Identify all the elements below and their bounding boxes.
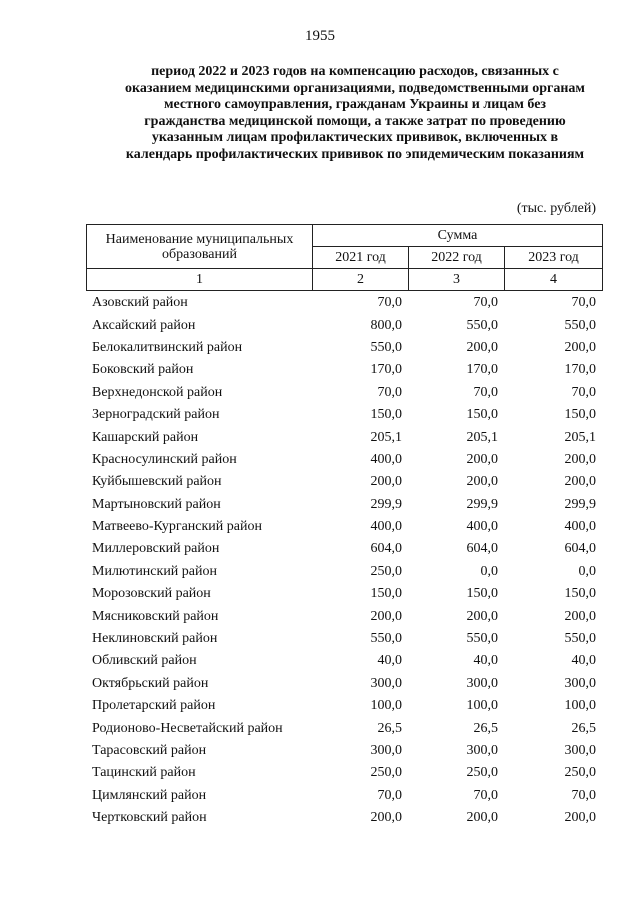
value-2022: 70,0 bbox=[473, 384, 498, 400]
document-title bbox=[70, 64, 640, 164]
value-2022: 400,0 bbox=[466, 519, 498, 535]
value-2022: 205,1 bbox=[466, 429, 498, 445]
value-2021: 200,0 bbox=[370, 810, 402, 826]
value-2022: 200,0 bbox=[466, 339, 498, 355]
district-name: Октябрьский район bbox=[92, 675, 209, 691]
district-name: Морозовский район bbox=[92, 586, 211, 602]
page-number: 1955 bbox=[305, 28, 335, 44]
district-name: Боковский район bbox=[92, 362, 194, 378]
table-row bbox=[86, 561, 602, 583]
value-2022: 200,0 bbox=[466, 608, 498, 624]
table-row bbox=[86, 494, 602, 516]
value-2022: 200,0 bbox=[466, 810, 498, 826]
table-row bbox=[86, 628, 602, 650]
table-row bbox=[86, 717, 602, 739]
value-2023: 200,0 bbox=[564, 810, 596, 826]
value-2023: 604,0 bbox=[564, 541, 596, 557]
table-row bbox=[86, 382, 602, 404]
value-2023: 300,0 bbox=[564, 675, 596, 691]
value-2022: 300,0 bbox=[466, 743, 498, 758]
district-name: Родионово-Несветайский район bbox=[92, 720, 283, 736]
table-row bbox=[86, 583, 602, 605]
district-name: Белокалитвинский район bbox=[92, 339, 243, 355]
value-2023: 550,0 bbox=[564, 631, 596, 647]
district-name: Тацинский район bbox=[92, 765, 196, 781]
column-number: 1 bbox=[87, 269, 313, 291]
value-2023: 300,0 bbox=[564, 743, 596, 758]
value-2022: 150,0 bbox=[466, 407, 498, 423]
district-name: Цимлянский район bbox=[92, 787, 207, 803]
value-2021: 100,0 bbox=[370, 698, 402, 714]
value-2023: 550,0 bbox=[564, 317, 596, 333]
column-number: 3 bbox=[409, 269, 505, 291]
value-2023: 200,0 bbox=[564, 451, 596, 467]
table-row bbox=[86, 337, 602, 359]
table-row bbox=[86, 762, 602, 784]
district-name: Мясниковский район bbox=[92, 608, 219, 624]
value-2021: 300,0 bbox=[370, 743, 402, 758]
value-2023: 70,0 bbox=[571, 295, 596, 311]
year-header-2022: 2022 год bbox=[409, 247, 505, 269]
value-2022: 300,0 bbox=[466, 675, 498, 691]
title-line: период 2022 и 2023 годов на компенсацию расходов, связанных с bbox=[151, 64, 559, 79]
district-name: Красносулинский район bbox=[92, 451, 237, 467]
district-name: Миллеровский район bbox=[92, 541, 220, 557]
table-row bbox=[86, 471, 602, 493]
value-2021: 70,0 bbox=[377, 787, 402, 803]
sum-column-header: Сумма bbox=[313, 225, 603, 247]
table-row bbox=[86, 605, 602, 627]
district-name: Пролетарский район bbox=[92, 698, 216, 714]
value-2023: 40,0 bbox=[571, 653, 596, 669]
table-row bbox=[86, 449, 602, 471]
title-line: местного самоуправления, гражданам Украины и лицам без bbox=[163, 97, 547, 113]
title-line: указанным лицам профилактических прививок, включенных в bbox=[151, 130, 559, 146]
table-row bbox=[86, 807, 602, 829]
value-2022: 550,0 bbox=[466, 317, 498, 333]
value-2021: 550,0 bbox=[370, 339, 402, 355]
table-row bbox=[86, 426, 602, 448]
value-2021: 250,0 bbox=[370, 765, 402, 781]
value-2023: 250,0 bbox=[564, 765, 596, 781]
table-row bbox=[86, 292, 602, 314]
name-column-header: Наименование муниципальных образований bbox=[87, 225, 313, 269]
value-2023: 200,0 bbox=[564, 608, 596, 624]
value-2023: 70,0 bbox=[571, 384, 596, 400]
table-row bbox=[86, 740, 602, 762]
title-line: гражданства медицинской помощи, а также затрат по проведению bbox=[144, 113, 566, 129]
value-2022: 200,0 bbox=[466, 474, 498, 490]
value-2021: 250,0 bbox=[370, 563, 402, 579]
value-2022: 550,0 bbox=[466, 631, 498, 647]
value-2021: 400,0 bbox=[370, 451, 402, 467]
value-2022: 299,9 bbox=[466, 496, 498, 512]
table-body bbox=[86, 292, 602, 829]
district-name: Верхнедонской район bbox=[92, 384, 223, 400]
value-2021: 400,0 bbox=[370, 519, 402, 535]
district-name: Кашарский район bbox=[92, 429, 199, 445]
table-row bbox=[86, 314, 602, 336]
value-2023: 200,0 bbox=[564, 339, 596, 355]
value-2022: 70,0 bbox=[473, 787, 498, 803]
district-name: Тарасовский район bbox=[92, 743, 207, 758]
value-2021: 300,0 bbox=[370, 675, 402, 691]
value-2023: 299,9 bbox=[564, 496, 596, 512]
column-number: 4 bbox=[505, 269, 603, 291]
value-2022: 604,0 bbox=[466, 541, 498, 557]
value-2021: 40,0 bbox=[377, 653, 402, 669]
value-2021: 200,0 bbox=[370, 474, 402, 490]
value-2021: 150,0 bbox=[370, 586, 402, 602]
value-2021: 604,0 bbox=[370, 541, 402, 557]
unit-label: (тыс. рублей) bbox=[516, 201, 596, 216]
table-header bbox=[86, 224, 603, 291]
value-2021: 299,9 bbox=[370, 496, 402, 512]
value-2023: 200,0 bbox=[564, 474, 596, 490]
value-2023: 150,0 bbox=[564, 586, 596, 602]
district-name: Милютинский район bbox=[92, 563, 218, 579]
district-name: Азовский район bbox=[92, 295, 188, 311]
table-row bbox=[86, 650, 602, 672]
year-header-2023: 2023 год bbox=[505, 247, 603, 269]
district-name: Мартыновский район bbox=[92, 496, 221, 512]
district-name: Зерноградский район bbox=[92, 407, 220, 423]
table-row bbox=[86, 538, 602, 560]
value-2021: 70,0 bbox=[377, 295, 402, 311]
district-name: Куйбышевский район bbox=[92, 474, 222, 490]
value-2023: 100,0 bbox=[564, 698, 596, 714]
value-2022: 40,0 bbox=[473, 653, 498, 669]
value-2023: 0,0 bbox=[578, 563, 596, 579]
value-2023: 70,0 bbox=[571, 787, 596, 803]
table-row bbox=[86, 359, 602, 381]
value-2023: 400,0 bbox=[564, 519, 596, 535]
value-2022: 100,0 bbox=[466, 698, 498, 714]
value-2023: 170,0 bbox=[564, 362, 596, 378]
value-2022: 70,0 bbox=[473, 295, 498, 311]
column-number: 2 bbox=[313, 269, 409, 291]
value-2022: 0,0 bbox=[480, 563, 498, 579]
value-2021: 26,5 bbox=[377, 720, 402, 736]
value-2022: 150,0 bbox=[466, 586, 498, 602]
table-row bbox=[86, 695, 602, 717]
value-2022: 250,0 bbox=[466, 765, 498, 781]
value-2023: 26,5 bbox=[571, 720, 596, 736]
value-2023: 150,0 bbox=[564, 407, 596, 423]
value-2022: 26,5 bbox=[473, 720, 498, 736]
value-2021: 800,0 bbox=[370, 317, 402, 333]
table-row bbox=[86, 673, 602, 695]
title-line: оказанием медицинскими организациями, подведомственными органам bbox=[125, 80, 585, 96]
district-name: Чертковский район bbox=[92, 810, 207, 826]
value-2022: 170,0 bbox=[466, 362, 498, 378]
value-2021: 200,0 bbox=[370, 608, 402, 624]
value-2021: 205,1 bbox=[370, 429, 402, 445]
district-name: Матвеево-Курганский район bbox=[92, 519, 262, 535]
value-2021: 150,0 bbox=[370, 407, 402, 423]
value-2021: 70,0 bbox=[377, 384, 402, 400]
value-2022: 200,0 bbox=[466, 451, 498, 467]
district-name: Неклиновский район bbox=[92, 631, 218, 647]
district-name: Аксайский район bbox=[92, 317, 196, 333]
value-2023: 205,1 bbox=[564, 429, 596, 445]
district-name: Обливский район bbox=[92, 653, 197, 669]
value-2021: 550,0 bbox=[370, 631, 402, 647]
value-2021: 170,0 bbox=[370, 362, 402, 378]
table-row bbox=[86, 785, 602, 807]
year-header-2021: 2021 год bbox=[313, 247, 409, 269]
title-line: календарь профилактических прививок по эпидемическим показаниям bbox=[125, 146, 585, 162]
table-row bbox=[86, 404, 602, 426]
table-row bbox=[86, 516, 602, 538]
